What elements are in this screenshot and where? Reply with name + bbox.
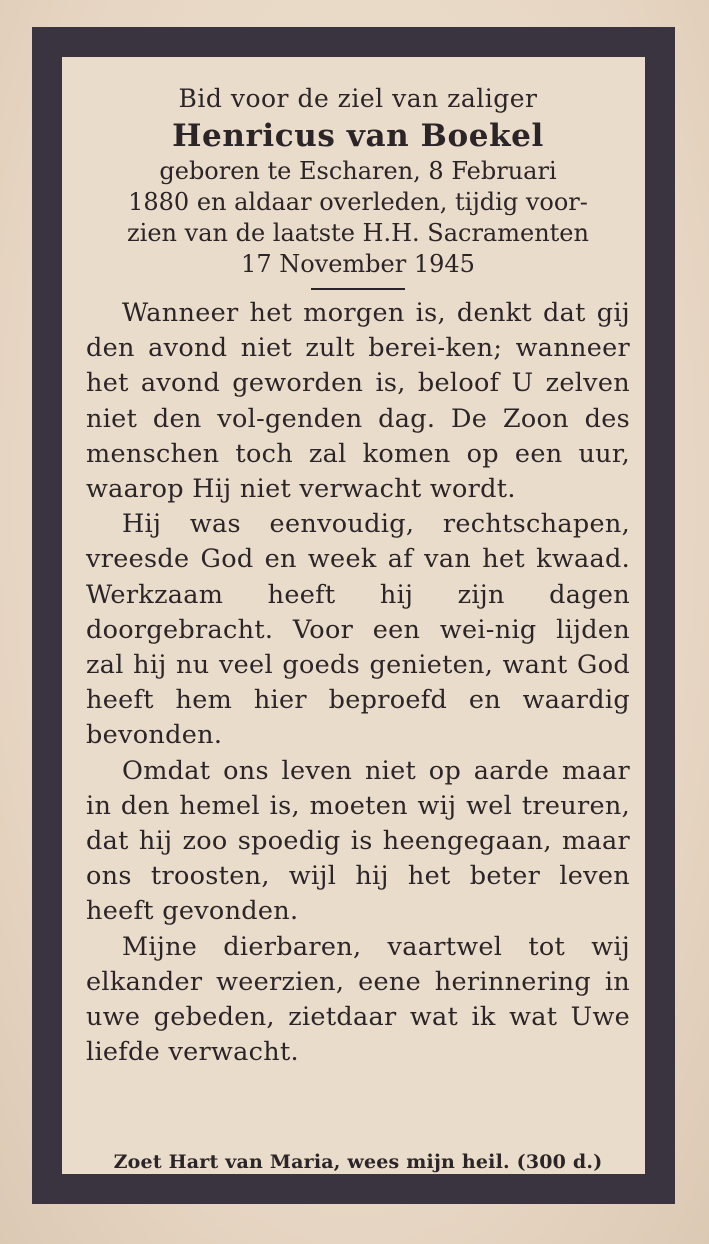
paragraph-4: Mijne dierbaren, vaartwel tot wij elkander weerzien, eene herinnering in uwe gebeden, zietdaar wat ik wat Uwe liefde verwacht. bbox=[86, 931, 630, 1068]
birth-line-1: geboren te Escharen, 8 Februari bbox=[159, 157, 557, 185]
deceased-name: Henricus van Boekel bbox=[172, 118, 544, 154]
divider-line bbox=[311, 288, 405, 290]
death-date: 17 November 1945 bbox=[241, 250, 475, 278]
card-content bbox=[86, 82, 630, 1070]
birth-line-3: zien van de laatste H.H. Sacramenten bbox=[127, 219, 589, 247]
paragraph-2: Hij was eenvoudig, rechtschapen, vreesde God en week af van het kwaad. Werkzaam heeft hij zijn dagen doorgebracht. Voor een wei-nig lijden zal hij nu veel goeds genieten, want God heeft hem hier beproefd en waardig bevonden. bbox=[86, 509, 630, 751]
paragraph-1: Wanneer het morgen is, denkt dat gij den avond niet zult berei-ken; wanneer het avond geworden is, beloof U zelven niet den vol-genden dag. De Zoon des menschen toch zal komen op een uur, waarop Hij niet verwacht wordt. bbox=[86, 298, 630, 505]
closing-prayer: Zoet Hart van Maria, wees mijn heil. (300 d.) bbox=[113, 1151, 603, 1173]
card-header: Bid voor de ziel van zaliger bbox=[178, 84, 538, 113]
birth-line-2: 1880 en aldaar overleden, tijdig voor- bbox=[128, 188, 588, 216]
paragraph-3: Omdat ons leven niet op aarde maar in den hemel is, moeten wij wel treuren, dat hij zoo spoedig is heengegaan, maar ons troosten, wijl hij het beter leven heeft gevonden. bbox=[86, 755, 630, 927]
